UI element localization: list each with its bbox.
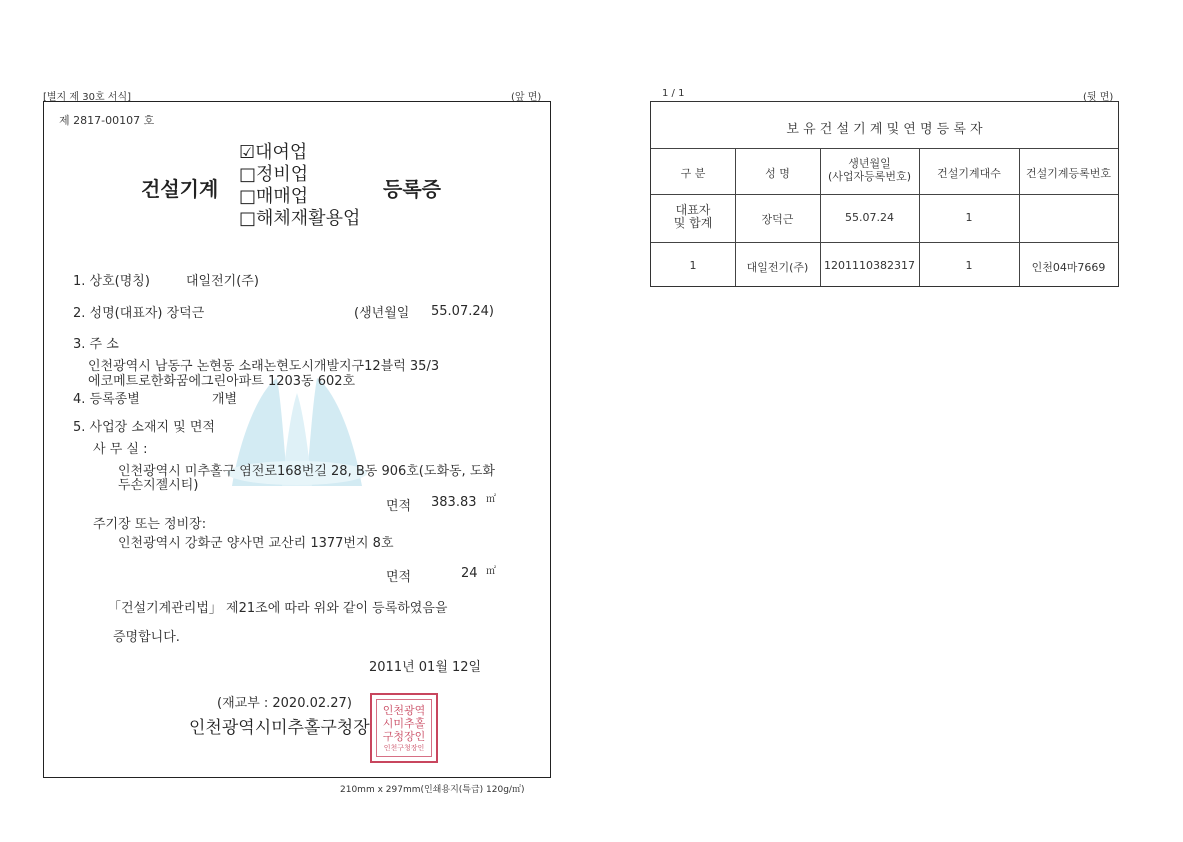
checkbox-icon: □ [239,186,257,207]
option-label: 해체재활용업 [256,208,361,229]
table-rule [651,148,1118,149]
header-birth-line2: (사업자등록번호) [828,170,911,183]
row-birth: 55.07.24 [845,211,894,224]
table-row [651,204,735,230]
front-side-label: (앞 면) [511,92,542,103]
checkbox-checked-icon: ☑ [239,142,256,163]
office-address-line1: 인천광역시 미추홀구 염전로168번길 28, B동 906호(도화동, 도화 [118,464,495,479]
checkbox-icon: □ [239,208,257,229]
table-rule [651,242,1118,243]
parking-address: 인천광역시 강화군 양사면 교산리 1377번지 8호 [118,536,394,551]
row-birth: 1201110382317 [824,259,915,272]
row-name: 대일전기(주) [746,261,809,274]
header-birth [820,157,919,183]
header-category: 구 분 [680,167,706,180]
business-type-options [239,142,360,230]
birth-value: 55.07.24) [431,304,494,319]
seal-text: 구청장인 [382,730,426,743]
header-count: 건설기계대수 [937,167,1001,180]
row-count: 1 [965,211,973,224]
option-label: 대여업 [255,142,308,163]
checkbox-icon: □ [239,164,257,185]
form-label: [별지 제 30호 서식] [43,92,132,103]
seal-text: 인천구청장인 [383,744,425,752]
office-area-label: 면적 [386,499,412,514]
row-category: 대표자 [675,203,711,217]
seal-text: 시미추홀 [382,717,426,730]
issuer-name: 인천광역시미추홀구청장 [189,718,370,738]
item5-label: 5. 사업장 소재지 및 면적 [73,420,215,435]
paper-spec: 210mm x 297mm(인쇄용지(특급) 120g/㎡) [340,785,525,795]
option-recycle [239,208,360,230]
header-reg-number: 건설기계등록번호 [1025,167,1111,180]
parking-label: 주기장 또는 정비장: [93,517,207,532]
birth-label: (생년월일 [354,306,410,321]
item3-label: 3. 주 소 [73,337,119,352]
certification-line2: 증명합니다. [113,630,180,645]
parking-area-label: 면적 [386,570,412,585]
item1-label: 1. 상호(명칭) [73,274,150,289]
parking-area-unit: ㎡ [486,566,496,577]
option-repair [239,164,360,186]
table-title: 보 유 건 설 기 계 및 연 명 등 록 자 [786,122,983,137]
address-line2: 에코메트로한화꿈에그린아파트 1203동 602호 [88,374,356,389]
doc-number: 제 2817-00107 호 [59,114,155,127]
office-area-unit: ㎡ [486,494,496,505]
item4-value: 개별 [212,392,238,407]
reissue-date: (재교부 : 2020.02.27) [217,696,352,711]
page-indicator: 1 / 1 [662,88,685,99]
office-address-line2: 두손지젤시티) [118,478,199,493]
certification-line1: 「건설기계관리법」 제21조에 따라 위와 같이 등록하였음을 [108,601,448,616]
row-count: 1 [965,259,973,272]
table-rule [651,194,1118,195]
option-rental [239,142,360,164]
equipment-registrant-table [650,101,1119,287]
official-seal [370,693,438,763]
parking-area-value: 24 [461,566,478,581]
header-name: 성 명 [765,167,790,180]
row-name: 장덕근 [761,213,794,226]
option-label: 매매업 [256,186,309,207]
row-category: 1 [689,259,697,272]
office-area-value: 383.83 [431,495,477,510]
office-label: 사 무 실 : [93,442,148,457]
back-side-label: (뒷 면) [1083,92,1114,103]
title-right: 등록증 [383,177,441,201]
item1-value: 대일전기(주) [186,274,259,289]
option-label: 정비업 [256,164,309,185]
header-birth-line1: 생년월일 [848,157,891,170]
item2-label: 2. 성명(대표자) 장덕근 [73,306,205,321]
row-reg: 인천04마7669 [1031,261,1106,274]
address-line1: 인천광역시 남동구 논현동 소래논현도시개발지구12블럭 35/3 [88,359,440,374]
title-left: 건설기계 [141,177,219,201]
item4-label: 4. 등록종별 [73,392,140,407]
option-trade [239,186,360,208]
row-category: 및 합계 [673,216,713,230]
seal-text: 인천광역 [382,704,426,717]
issue-date: 2011년 01월 12일 [369,660,482,675]
